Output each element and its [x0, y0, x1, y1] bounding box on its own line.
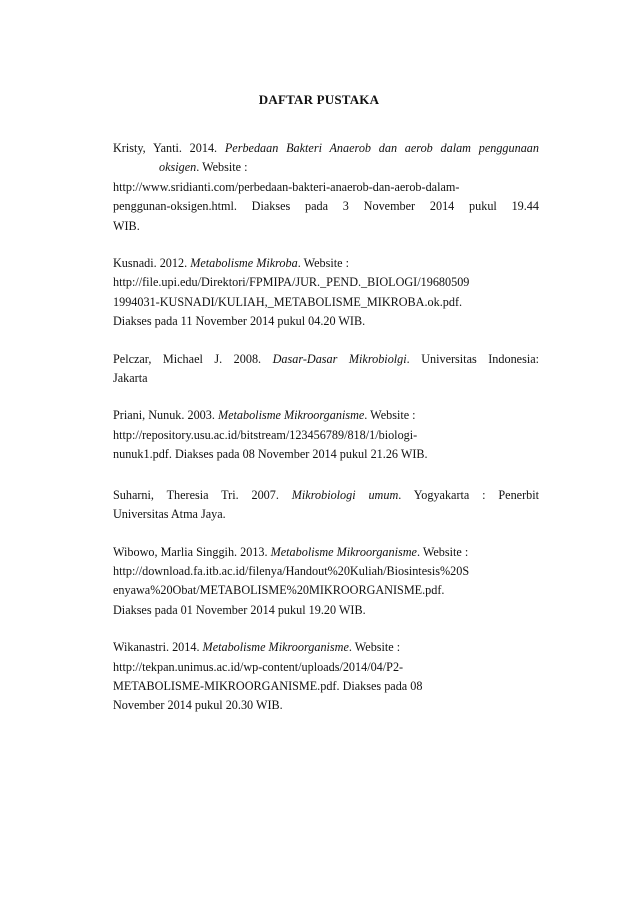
- reference-author-year: Pelczar, Michael J. 2008.: [113, 351, 262, 366]
- reference-title: Metabolisme Mikroorganisme: [270, 544, 417, 559]
- reference-after-title: . Website :: [364, 408, 416, 423]
- reference-author-year: Suharni, Theresia Tri. 2007.: [113, 487, 279, 502]
- reference-list: [113, 139, 539, 734]
- reference-url[interactable]: http://repository.usu.ac.id/bitstream/123456789/818/1/biologi-: [113, 427, 418, 442]
- reference-item: [113, 350, 539, 389]
- reference-after-title: . Website :: [416, 544, 469, 559]
- reference-tail: Universitas Atma Jaya.: [113, 507, 226, 522]
- reference-tail: Jakarta: [113, 371, 148, 386]
- reference-author-year: Kusnadi. 2012.: [113, 256, 188, 271]
- reference-tail: WIB.: [113, 218, 140, 233]
- reference-after-title: . Website :: [297, 256, 349, 271]
- reference-title: Dasar-Dasar Mikrobiolgi: [272, 351, 407, 366]
- reference-item: [113, 638, 539, 716]
- reference-author-year: Kristy, Yanti. 2014.: [113, 141, 218, 155]
- reference-title: Mikrobiologi umum: [291, 487, 399, 502]
- reference-title: Metabolisme Mikroorganisme: [217, 408, 365, 423]
- reference-url-access: nunuk1.pdf. Diakses pada 08 November 2014 pukul 21.26 WIB.: [113, 447, 428, 462]
- reference-url-continued[interactable]: METABOLISME-MIKROORGANISME.pdf. Diakses pada 08: [113, 678, 423, 693]
- reference-url-access: penggunan-oksigen.html. Diakses pada 3 November 2014 pukul 19.44: [113, 199, 539, 214]
- reference-url-continued[interactable]: 1994031-KUSNADI/KULIAH,_METABOLISME_MIKROBA.ok.pdf.: [113, 294, 463, 309]
- reference-after-title: . Yogyakarta : Penerbit: [398, 487, 540, 502]
- page-title: DAFTAR PUSTAKA: [258, 92, 380, 107]
- reference-access: Diakses pada 11 November 2014 pukul 04.20 WIB.: [113, 314, 366, 329]
- reference-access: Diakses pada 01 November 2014 pukul 19.20 WIB.: [113, 602, 366, 617]
- reference-after-title: . Universitas Indonesia:: [406, 351, 539, 366]
- reference-title: Perbedaan Bakteri Anaerob dan aerob dalam penggunaan oksigen: [159, 141, 539, 175]
- reference-url-continued[interactable]: enyawa%20Obat/METABOLISME%20MIKROORGANISME.pdf.: [113, 583, 445, 598]
- reference-after-title: . Website :: [196, 160, 248, 175]
- reference-access: November 2014 pukul 20.30 WIB.: [113, 698, 283, 713]
- reference-url[interactable]: http://download.fa.itb.ac.id/filenya/Handout%20Kuliah/Biosintesis%20S: [113, 563, 470, 578]
- reference-title: Metabolisme Mikroorganisme: [202, 640, 349, 655]
- reference-author-year: Wibowo, Marlia Singgih. 2013.: [113, 544, 268, 559]
- reference-title: Metabolisme Mikroba: [190, 256, 298, 271]
- reference-author-year: Wikanastri. 2014.: [113, 640, 200, 655]
- reference-item: [113, 139, 539, 236]
- reference-item: [113, 543, 539, 621]
- reference-author-year: Priani, Nunuk. 2003.: [113, 408, 215, 423]
- reference-url[interactable]: http://tekpan.unimus.ac.id/wp-content/uploads/2014/04/P2-: [113, 659, 404, 674]
- reference-after-title: . Website :: [348, 640, 401, 655]
- reference-url[interactable]: http://file.upi.edu/Direktori/FPMIPA/JUR._PEND._BIOLOGI/19680509: [113, 275, 470, 290]
- reference-url[interactable]: http://www.sridianti.com/perbedaan-bakteri-anaerob-dan-aerob-dalam-: [113, 179, 460, 194]
- reference-item: [113, 486, 539, 525]
- reference-item: [113, 254, 539, 332]
- reference-item: [113, 406, 539, 464]
